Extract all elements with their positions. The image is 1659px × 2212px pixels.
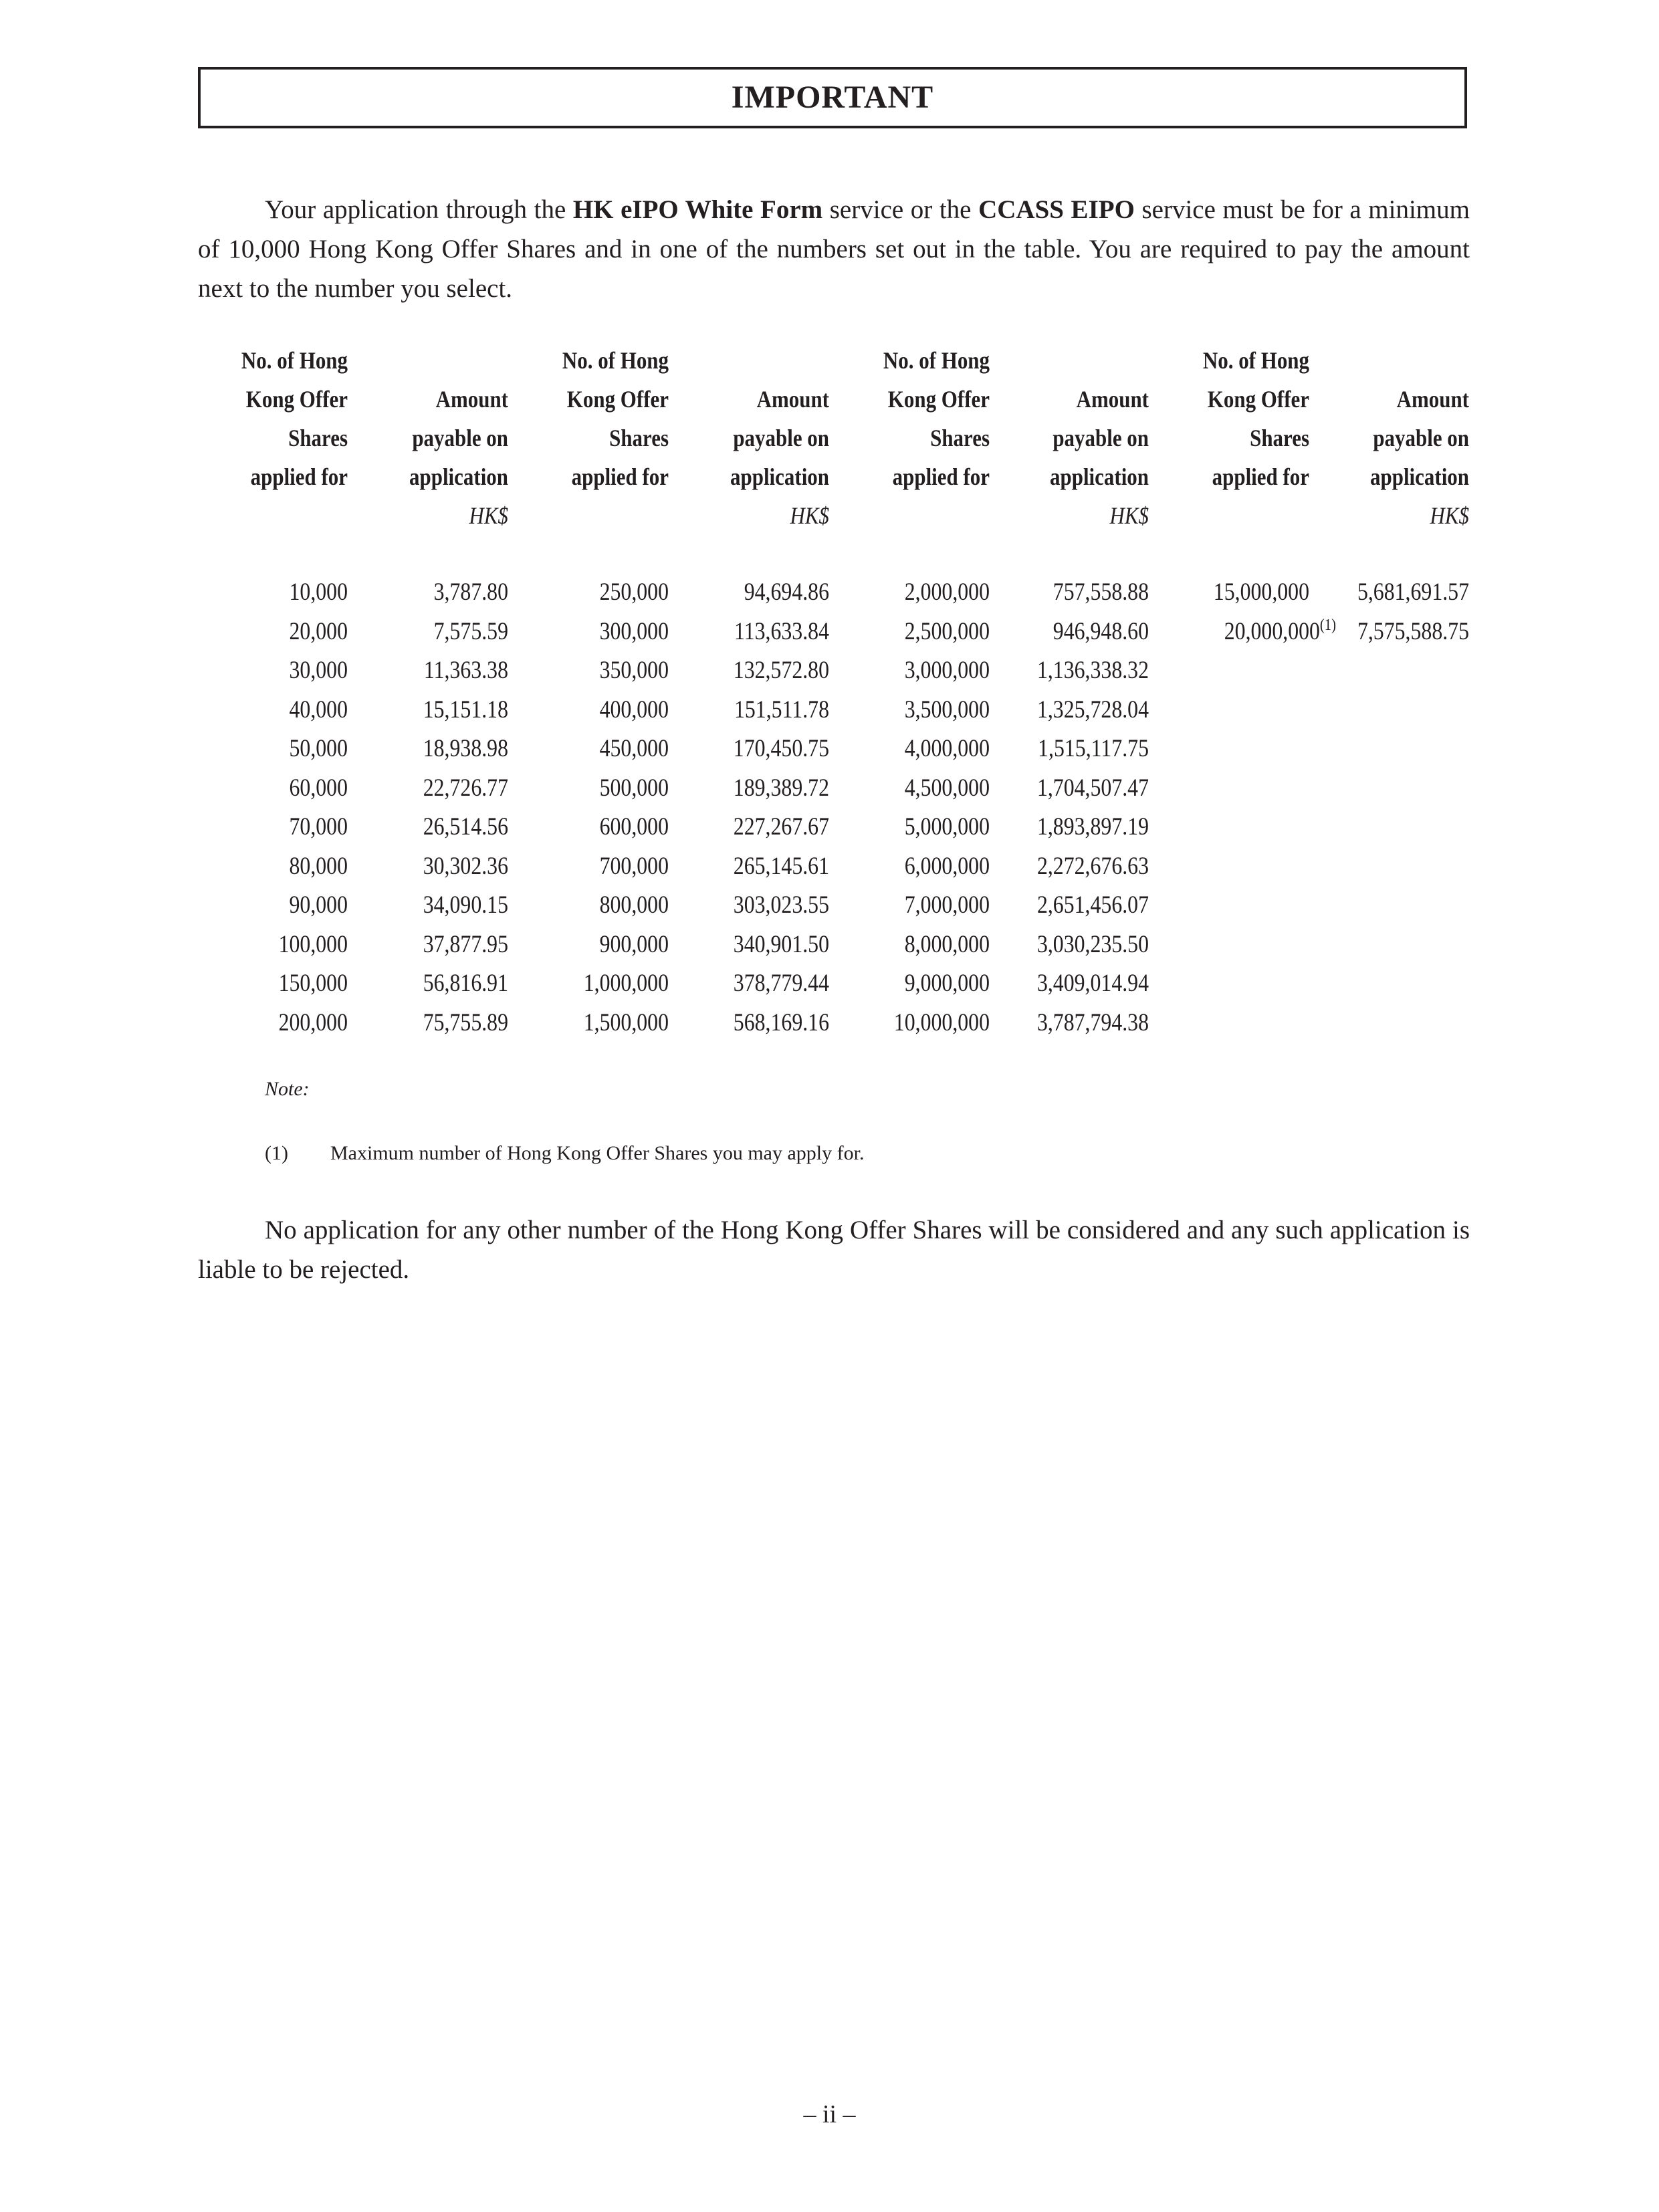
amount-cell: 265,145.61 (733, 852, 829, 880)
amount-cell: 94,694.86 (744, 578, 829, 606)
shares-cell: 5,000,000 (904, 813, 990, 841)
amount-cell: 11,363.38 (423, 657, 508, 684)
shares-cell: 60,000 (289, 774, 348, 802)
currency-label: HK$ (790, 502, 829, 529)
amount-cell: 75,755.89 (423, 1008, 508, 1036)
shares-cell: 80,000 (289, 852, 348, 880)
amount-cell: 26,514.56 (423, 813, 508, 841)
shares-cell: 3,000,000 (904, 657, 990, 684)
shares-cell: 90,000 (289, 891, 348, 919)
currency-label: HK$ (1430, 502, 1469, 529)
amount-cell: 340,901.50 (733, 930, 829, 958)
shares-cell: 40,000 (289, 695, 348, 724)
shares-cell: 3,500,000 (904, 695, 990, 724)
amount-cell: 1,136,338.32 (1036, 657, 1149, 684)
amount-cell: 227,267.67 (733, 813, 829, 841)
shares-cell: 100,000 (278, 930, 348, 958)
intro-paragraph (198, 190, 1470, 308)
amount-cell: 1,704,507.47 (1036, 774, 1149, 802)
amount-cell: 170,450.75 (733, 735, 829, 762)
ccass-eipo-term: CCASS EIPO (978, 195, 1135, 224)
amount-cell: 56,816.91 (423, 970, 508, 997)
page-title: IMPORTANT (731, 80, 934, 115)
header-amount-payable: Amount payable on application HK$ (657, 380, 829, 535)
amount-cell: 5,681,691.57 (1357, 578, 1469, 606)
amount-cell: 7,575.59 (433, 617, 508, 645)
shares-cell: 400,000 (599, 695, 669, 724)
shares-cell: 70,000 (289, 813, 348, 841)
amount-cell: 18,938.98 (423, 735, 508, 762)
amount-cell: 2,272,676.63 (1036, 852, 1149, 880)
note-number: (1) (265, 1142, 288, 1164)
shares-cell: 2,500,000 (904, 617, 990, 645)
amount-cell: 151,511.78 (734, 695, 829, 724)
intro-text: service or the (822, 195, 979, 224)
shares-cell: 150,000 (278, 970, 348, 997)
shares-cell: 350,000 (599, 657, 669, 684)
shares-cell: 500,000 (599, 774, 669, 802)
amount-cell: 378,779.44 (733, 970, 829, 997)
intro-text: Your application through the (265, 195, 573, 224)
shares-cell: 450,000 (599, 735, 669, 762)
shares-cell: 1,500,000 (583, 1008, 669, 1036)
footnote-marker: (1) (1319, 616, 1336, 634)
shares-cell: 9,000,000 (904, 970, 990, 997)
shares-cell: 50,000 (289, 735, 348, 762)
header-amount-payable: Amount payable on application HK$ (976, 380, 1149, 535)
amount-cell: 946,948.60 (1053, 617, 1149, 645)
shares-cell: 20,000 (289, 617, 348, 645)
amount-cell: 34,090.15 (423, 891, 508, 919)
amount-cell: 1,515,117.75 (1038, 735, 1149, 762)
header-amount-payable: Amount payable on application HK$ (336, 380, 508, 535)
amount-cell: 757,558.88 (1053, 578, 1149, 606)
amount-cell: 22,726.77 (423, 774, 508, 802)
note-text: Maximum number of Hong Kong Offer Shares you may apply for. (330, 1142, 865, 1164)
header-shares-applied-for: No. of Hong Kong Offer Shares applied for (241, 347, 348, 490)
shares-cell: 4,000,000 (904, 735, 990, 762)
hk-eipo-white-form-term: HK eIPO White Form (572, 195, 823, 224)
shares-cell: 2,000,000 (904, 578, 990, 606)
shares-cell: 800,000 (599, 891, 669, 919)
amount-cell: 1,325,728.04 (1036, 695, 1149, 724)
header-shares-applied-for: No. of Hong Kong Offer Shares applied for (883, 347, 990, 490)
amount-cell: 568,169.16 (733, 1008, 829, 1036)
closing-text: No application for any other number of the Hong Kong Offer Shares will be considered and any such application is liable to be rejected. (198, 1216, 1470, 1284)
shares-cell: 300,000 (599, 617, 669, 645)
shares-cell: 600,000 (599, 813, 669, 841)
page-number: – ii – (803, 2100, 856, 2128)
amount-cell: 113,633.84 (734, 617, 829, 645)
shares-cell: 900,000 (599, 930, 669, 958)
shares-cell: 20,000,000$^{(1)}$ (1224, 616, 1336, 645)
amount-cell: 3,030,235.50 (1036, 930, 1149, 958)
amount-cell: 1,893,897.19 (1036, 813, 1149, 841)
shares-cell: 7,000,000 (904, 891, 990, 919)
shares-cell: 8,000,000 (904, 930, 990, 958)
amount-cell: 3,787.80 (433, 578, 508, 606)
shares-cell: 250,000 (599, 578, 669, 606)
shares-cell: 15,000,000 (1213, 578, 1309, 606)
amount-cell: 30,302.36 (423, 852, 508, 880)
amount-cell: 2,651,456.07 (1036, 891, 1149, 919)
shares-cell: 700,000 (599, 852, 669, 880)
currency-label: HK$ (469, 502, 508, 529)
note-label: Note: (265, 1078, 310, 1100)
intro-text: service must be for a minimum of 10,000 Hong Kong Offer Shares and in one of the numbers set out in the table. You are required to pay the amount next to the number you select. (198, 195, 1470, 303)
currency-label: HK$ (1109, 502, 1149, 529)
amount-cell: 7,575,588.75 (1357, 617, 1469, 645)
amount-cell: 3,787,794.38 (1036, 1008, 1149, 1036)
shares-cell: 1,000,000 (583, 970, 669, 997)
amount-cell: 189,389.72 (733, 774, 829, 802)
amount-cell: 3,409,014.94 (1036, 970, 1149, 997)
note-item (265, 1142, 864, 1165)
closing-paragraph (198, 1210, 1470, 1289)
important-title-box (198, 67, 1467, 128)
header-amount-payable: Amount payable on application HK$ (1297, 380, 1469, 535)
header-shares-applied-for: No. of Hong Kong Offer Shares applied for (1202, 347, 1309, 490)
shares-cell: 200,000 (278, 1008, 348, 1036)
amount-cell: 37,877.95 (423, 930, 508, 958)
shares-cell: 4,500,000 (904, 774, 990, 802)
shares-cell: 10,000 (289, 578, 348, 606)
amount-cell: 132,572.80 (733, 657, 829, 684)
shares-cell: 6,000,000 (904, 852, 990, 880)
amount-cell: 15,151.18 (423, 695, 508, 724)
shares-cell: 30,000 (289, 657, 348, 684)
shares-cell: 10,000,000 (893, 1008, 990, 1036)
header-shares-applied-for: No. of Hong Kong Offer Shares applied for (562, 347, 669, 490)
amount-cell: 303,023.55 (733, 891, 829, 919)
